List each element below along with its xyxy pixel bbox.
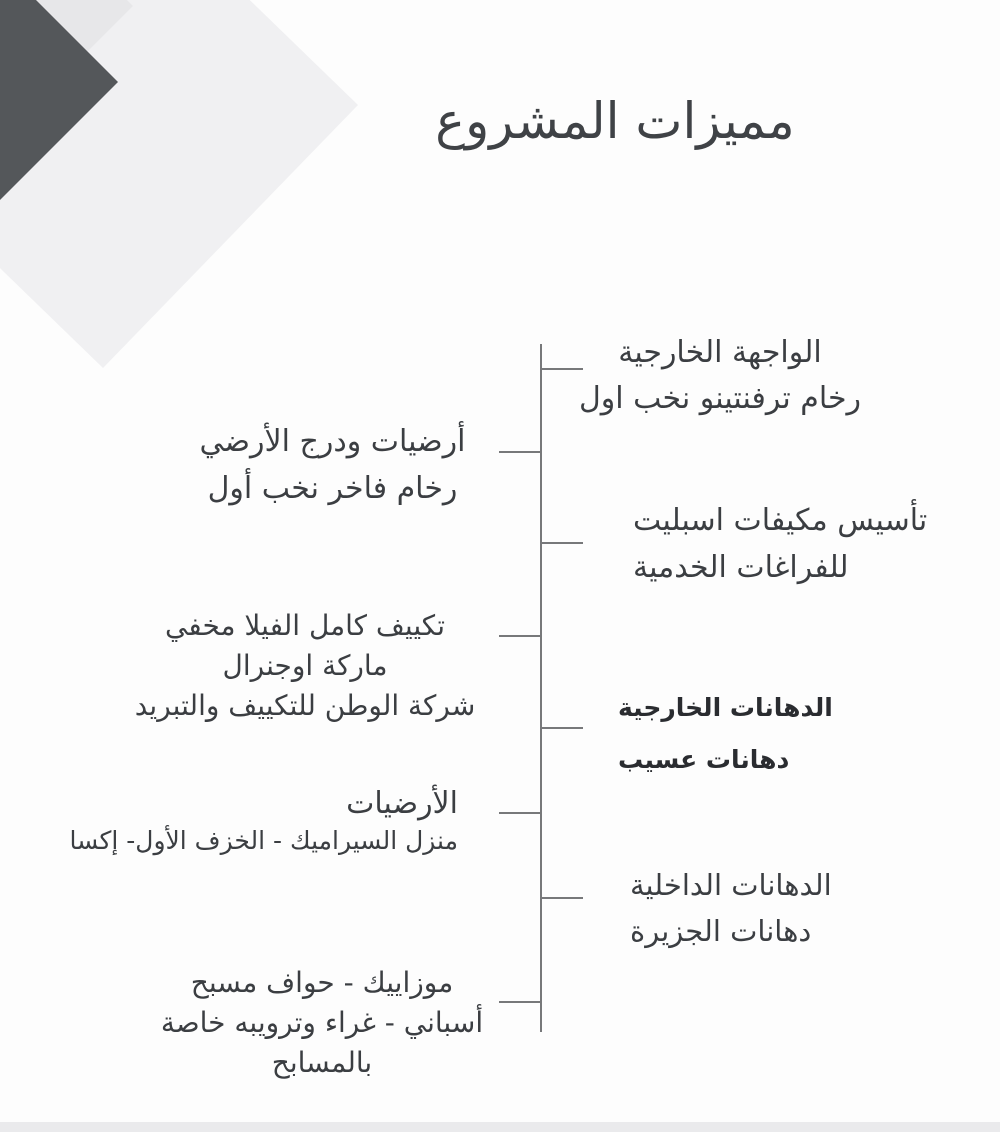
timeline-tick-right — [541, 368, 583, 370]
timeline-item-text: الأرضيات — [346, 786, 458, 821]
timeline-item-text: الدهانات الداخلية — [630, 868, 832, 902]
timeline-item-left-1 — [105, 418, 560, 512]
timeline-item-left-3 — [80, 606, 530, 726]
timeline-item-text: دهانات الجزيرة — [630, 914, 812, 948]
timeline-item-text: أرضيات ودرج الأرضي — [199, 424, 466, 459]
timeline-tick-right — [541, 727, 583, 729]
timeline-tick-right — [541, 542, 583, 544]
timeline-item-text: منزل السيراميك - الخزف الأول- إكسا — [69, 826, 458, 855]
timeline-item-text: الدهانات الخارجية — [618, 693, 833, 722]
timeline-tick-left — [499, 635, 541, 637]
bottom-bar — [0, 1122, 1000, 1132]
timeline-item-text: شركة الوطن للتكييف والتبريد — [134, 689, 476, 722]
timeline-item-right-0 — [570, 330, 870, 422]
timeline-item-left-7 — [92, 963, 552, 1083]
timeline-item-text: تأسيس مكيفات اسبليت — [633, 503, 928, 538]
timeline-item-text: بالمسابح — [271, 1046, 373, 1079]
timeline-item-right-6 — [630, 862, 930, 954]
timeline-item-text: أسباني - غراء وترويبه خاصة — [160, 1006, 484, 1039]
timeline-item-text: للفراغات الخدمية — [633, 550, 849, 585]
timeline-tick-left — [499, 812, 541, 814]
page-title: مميزات المشروع — [435, 92, 795, 150]
timeline-tick-left — [499, 1001, 541, 1003]
timeline-item-right-4 — [618, 682, 918, 786]
timeline-item-right-2 — [633, 497, 943, 591]
timeline-item-text: تكييف كامل الفيلا مخفي — [164, 609, 446, 642]
timeline-item-text: الواجهة الخارجية — [618, 335, 822, 370]
timeline-item-left-5 — [69, 785, 458, 859]
timeline-item-text: دهانات عسيب — [618, 745, 790, 774]
timeline-item-text: ماركة اوجنرال — [222, 649, 388, 682]
timeline-tick-right — [541, 897, 583, 899]
timeline-tick-left — [499, 451, 541, 453]
timeline-item-text: موزاييك - حواف مسبح — [190, 966, 454, 999]
timeline-item-text: رخام ترفنتينو نخب اول — [578, 381, 862, 416]
timeline-item-text: رخام فاخر نخب أول — [207, 471, 458, 506]
